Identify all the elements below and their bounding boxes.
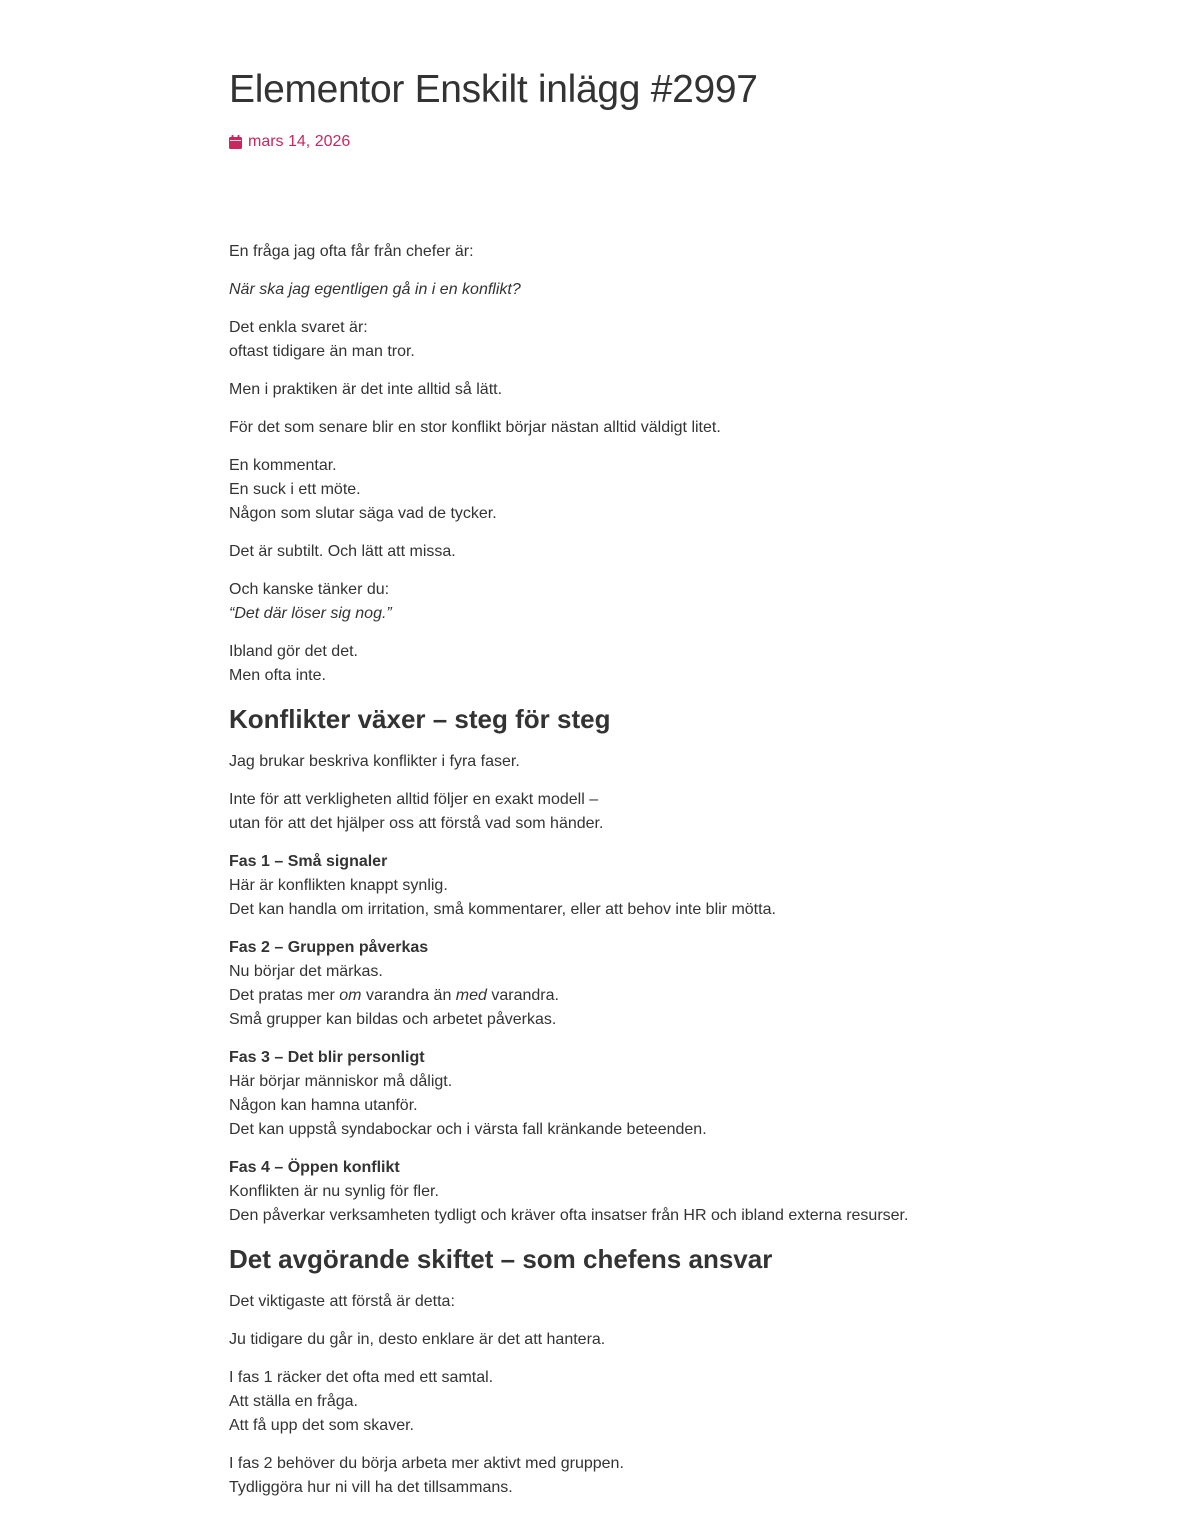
- text-line: Här är konflikten knappt synlig.: [229, 877, 448, 894]
- paragraph: [229, 316, 989, 364]
- text-line: I fas 2 behöver du börja arbeta mer aktivt med gruppen.: [229, 1455, 624, 1472]
- paragraph: [229, 788, 989, 836]
- text-line: Att få upp det som skaver.: [229, 1417, 414, 1434]
- text-line: Det kan uppstå syndabockar och i värsta fall kränkande beteenden.: [229, 1121, 707, 1138]
- text-line: Konflikten är nu synlig för fler.: [229, 1183, 439, 1200]
- phase-paragraph: [229, 936, 989, 1032]
- text-line: Tydliggöra hur ni vill ha det tillsammans.: [229, 1479, 513, 1496]
- text-line: Små grupper kan bildas och arbetet påverkas.: [229, 1011, 557, 1028]
- paragraph: För det som senare blir en stor konflikt börjar nästan alltid väldigt litet.: [229, 419, 721, 436]
- paragraph: En fråga jag ofta får från chefer är:: [229, 243, 474, 260]
- text-line: Den påverkar verksamheten tydligt och kräver ofta insatser från HR och ibland externa resurser.: [229, 1207, 909, 1224]
- text-line: Men ofta inte.: [229, 667, 326, 684]
- post-meta: [229, 133, 350, 151]
- paragraph: [229, 578, 989, 626]
- paragraph: Det viktigaste att förstå är detta:: [229, 1293, 455, 1310]
- text-line: En suck i ett möte.: [229, 481, 361, 498]
- text-line: Någon som slutar säga vad de tycker.: [229, 505, 497, 522]
- section-heading: Konflikter växer – steg för steg: [229, 704, 611, 734]
- section-heading: Det avgörande skiftet – som chefens ansvar: [229, 1244, 773, 1274]
- phase-heading: Fas 4 – Öppen konflikt: [229, 1159, 400, 1176]
- phase-heading: Fas 3 – Det blir personligt: [229, 1049, 425, 1066]
- paragraph: Det är subtilt. Och lätt att missa.: [229, 543, 456, 560]
- paragraph: Men i praktiken är det inte alltid så lätt.: [229, 381, 503, 398]
- post-content: [229, 240, 989, 1514]
- text-line: [229, 984, 989, 1008]
- text-line: I fas 1 räcker det ofta med ett samtal.: [229, 1369, 494, 1386]
- text-line: oftast tidigare än man tror.: [229, 343, 415, 360]
- text-fragment: Det pratas mer: [229, 987, 340, 1004]
- text-line: Att ställa en fråga.: [229, 1393, 358, 1410]
- post-date[interactable]: mars 14, 2026: [248, 133, 351, 150]
- italic-text: När ska jag egentligen gå in i en konflikt?: [229, 281, 521, 298]
- paragraph: Jag brukar beskriva konflikter i fyra faser.: [229, 753, 520, 770]
- italic-text: “Det där löser sig nog.”: [229, 605, 392, 622]
- italic-text: om: [339, 987, 362, 1004]
- text-line: Någon kan hamna utanför.: [229, 1097, 418, 1114]
- text-line: Inte för att verkligheten alltid följer en exakt modell –: [229, 791, 599, 808]
- text-fragment: varandra.: [486, 987, 559, 1004]
- phase-paragraph: [229, 1046, 989, 1142]
- paragraph: [229, 278, 989, 302]
- text-line: Och kanske tänker du:: [229, 581, 390, 598]
- paragraph: [229, 1366, 989, 1438]
- phase-heading: Fas 1 – Små signaler: [229, 853, 388, 870]
- phase-paragraph: [229, 1156, 989, 1228]
- phase-heading: Fas 2 – Gruppen påverkas: [229, 939, 429, 956]
- phase-paragraph: [229, 850, 989, 922]
- text-fragment: varandra än: [361, 987, 456, 1004]
- paragraph: [229, 1452, 989, 1500]
- calendar-icon: [229, 135, 242, 149]
- post-title: Elementor Enskilt inlägg #2997: [229, 68, 758, 111]
- text-line: utan för att det hjälper oss att förstå vad som händer.: [229, 815, 604, 832]
- text-line: Nu börjar det märkas.: [229, 963, 383, 980]
- text-line: Ibland gör det det.: [229, 643, 358, 660]
- text-line: Det enkla svaret är:: [229, 319, 368, 336]
- text-line: En kommentar.: [229, 457, 337, 474]
- text-line: Det kan handla om irritation, små kommentarer, eller att behov inte blir mötta.: [229, 901, 776, 918]
- italic-text: med: [455, 987, 487, 1004]
- paragraph: [229, 640, 989, 688]
- paragraph: Ju tidigare du går in, desto enklare är det att hantera.: [229, 1331, 606, 1348]
- paragraph: [229, 454, 989, 526]
- text-line: Här börjar människor må dåligt.: [229, 1073, 453, 1090]
